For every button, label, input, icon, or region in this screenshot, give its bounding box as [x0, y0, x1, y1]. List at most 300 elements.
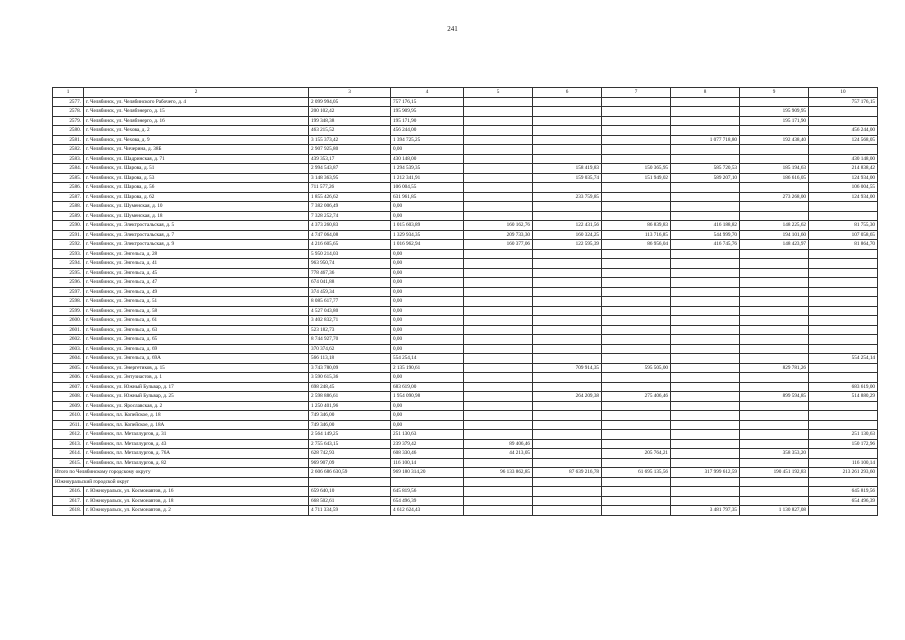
amount-cell	[809, 316, 878, 326]
address-cell: г. Челябинск, пл. Металлургов, д. 43	[84, 439, 309, 449]
amount-cell	[533, 335, 602, 345]
row-number: 2607.	[53, 382, 84, 392]
amount-cell	[809, 202, 878, 212]
amount-cell: 264 209,38	[533, 392, 602, 402]
row-number: 2601.	[53, 325, 84, 335]
amount-cell: 1 015 603,89	[391, 221, 464, 231]
amount-cell	[671, 316, 740, 326]
row-number: 2598.	[53, 297, 84, 307]
row-number: 2578.	[53, 107, 84, 117]
table-row	[53, 192, 878, 202]
amount-cell	[671, 145, 740, 155]
amount-cell	[602, 192, 671, 202]
amount-cell	[464, 135, 533, 145]
amount-cell: 275 406,46	[602, 392, 671, 402]
amount-cell: 0,00	[391, 401, 464, 411]
table-row	[53, 420, 878, 430]
amount-cell	[602, 506, 671, 516]
amount-cell	[602, 458, 671, 468]
amount-cell	[464, 287, 533, 297]
section-row	[53, 477, 878, 487]
amount-cell: 0,00	[391, 335, 464, 345]
amount-cell	[533, 344, 602, 354]
address-cell: г. Челябинск, ул. Энгельса, д. 61	[84, 316, 309, 326]
amount-cell: 160 162,76	[464, 221, 533, 231]
address-cell: г. Челябинск, ул. Челябинского Рабочего, д. 4	[84, 97, 309, 107]
amount-cell: 899 594,85	[740, 392, 809, 402]
amount-cell	[809, 211, 878, 221]
amount-cell: 4 373 260,83	[309, 221, 391, 231]
table-row	[53, 107, 878, 117]
amount-cell	[464, 306, 533, 316]
amount-cell: 969 907,09	[309, 458, 391, 468]
amount-cell	[809, 363, 878, 373]
total-amount: 96 133 862,85	[464, 468, 533, 478]
amount-cell	[809, 116, 878, 126]
total-amount: 2 606 686 630,59	[309, 468, 391, 478]
amount-cell	[671, 268, 740, 278]
address-cell: г. Челябинск, пл. Металлургов, д. 82	[84, 458, 309, 468]
table-row	[53, 211, 878, 221]
address-cell: г. Челябинск, ул. Электростальская, д. 9	[84, 240, 309, 250]
amount-cell: 2 135 190,61	[391, 363, 464, 373]
amount-cell	[740, 126, 809, 136]
address-cell: г. Челябинск, ул. Энгельса, д. 47	[84, 278, 309, 288]
address-cell: г. Челябинск, ул. Энгельса, д. 69	[84, 344, 309, 354]
amount-cell	[740, 202, 809, 212]
amount-cell: 430 148,00	[809, 154, 878, 164]
address-cell: г. Челябинск, ул. Челябэнерго, д. 16	[84, 116, 309, 126]
row-number: 2587.	[53, 192, 84, 202]
row-number: 2609.	[53, 401, 84, 411]
amount-cell: 7 382 006,49	[309, 202, 391, 212]
amount-cell	[533, 116, 602, 126]
amount-cell	[602, 135, 671, 145]
amount-cell	[464, 268, 533, 278]
amount-cell: 963 950,74	[309, 259, 391, 269]
amount-cell: 374 459,34	[309, 287, 391, 297]
column-header: 7	[602, 88, 671, 98]
amount-cell: 416 745,76	[671, 240, 740, 250]
total-amount: 87 639 216,78	[533, 468, 602, 478]
amount-cell: 0,00	[391, 211, 464, 221]
row-number: 2582.	[53, 145, 84, 155]
table-row	[53, 135, 878, 145]
amount-cell: 81 864,70	[809, 240, 878, 250]
amount-cell: 192 438,40	[740, 135, 809, 145]
amount-cell: 1 394 725,25	[391, 135, 464, 145]
amount-cell: 4 216 605,65	[309, 240, 391, 250]
amount-cell	[740, 183, 809, 193]
row-number: 2616.	[53, 487, 84, 497]
column-header: 3	[309, 88, 391, 98]
amount-cell	[533, 411, 602, 421]
total-label: Итого по Челябинскому городскому округу	[53, 468, 309, 478]
amount-cell	[671, 325, 740, 335]
amount-cell: 829 781,26	[740, 363, 809, 373]
amount-cell: 2 099 994,05	[309, 97, 391, 107]
amount-cell: 0,00	[391, 325, 464, 335]
amount-cell	[809, 249, 878, 259]
amount-cell	[671, 420, 740, 430]
amount-cell	[671, 430, 740, 440]
amount-cell: 1 130 827,08	[740, 506, 809, 516]
amount-cell	[602, 439, 671, 449]
amount-cell	[671, 202, 740, 212]
table-row	[53, 449, 878, 459]
amount-cell	[533, 325, 602, 335]
amount-cell	[602, 325, 671, 335]
amount-cell	[671, 126, 740, 136]
amount-cell: 683 619,00	[391, 382, 464, 392]
amount-cell: 1 855 426,62	[309, 192, 391, 202]
amount-cell: 185 194,63	[740, 164, 809, 174]
column-header: 6	[533, 88, 602, 98]
row-number: 2580.	[53, 126, 84, 136]
amount-cell: 4 711 334,59	[309, 506, 391, 516]
table-row	[53, 439, 878, 449]
amount-cell	[464, 420, 533, 430]
amount-cell	[671, 306, 740, 316]
row-number: 2606.	[53, 373, 84, 383]
amount-cell	[602, 420, 671, 430]
amount-cell: 195 171,90	[740, 116, 809, 126]
amount-cell	[464, 126, 533, 136]
amount-cell: 150 365,95	[602, 164, 671, 174]
amount-cell: 116 100,14	[809, 458, 878, 468]
amount-cell: 4 612 624,43	[391, 506, 464, 516]
amount-cell: 416 188,82	[671, 221, 740, 231]
total-amount: 969 180 314,20	[391, 468, 464, 478]
amount-cell	[740, 297, 809, 307]
amount-cell	[464, 249, 533, 259]
amount-cell: 200 102,42	[309, 107, 391, 117]
amount-cell	[809, 278, 878, 288]
amount-cell	[671, 354, 740, 364]
amount-cell: 3 743 780,09	[309, 363, 391, 373]
table-row	[53, 411, 878, 421]
amount-cell	[740, 487, 809, 497]
address-cell: г. Челябинск, пл. Копейское, д. 18А	[84, 420, 309, 430]
table-row	[53, 325, 878, 335]
amount-cell: 0,00	[391, 259, 464, 269]
amount-cell	[602, 373, 671, 383]
amount-cell	[809, 145, 878, 155]
amount-cell	[533, 107, 602, 117]
amount-cell: 698 248,45	[309, 382, 391, 392]
amount-cell: 4 747 064,08	[309, 230, 391, 240]
amount-cell: 0,00	[391, 344, 464, 354]
column-number-row	[53, 88, 878, 98]
table-row	[53, 164, 878, 174]
amount-cell: 659 640,10	[309, 487, 391, 497]
amount-cell: 463 215,52	[309, 126, 391, 136]
amount-cell	[809, 107, 878, 117]
amount-cell	[602, 97, 671, 107]
amount-cell	[464, 411, 533, 421]
column-header: 4	[391, 88, 464, 98]
row-number: 2579.	[53, 116, 84, 126]
amount-cell	[533, 278, 602, 288]
amount-cell: 3 590 615,36	[309, 373, 391, 383]
amount-cell	[740, 382, 809, 392]
amount-cell	[464, 392, 533, 402]
amount-cell: 205 764,21	[602, 449, 671, 459]
empty-cell	[602, 477, 671, 487]
amount-cell	[533, 401, 602, 411]
amount-cell: 251 130,63	[809, 430, 878, 440]
amount-cell: 0,00	[391, 306, 464, 316]
amount-cell: 122 431,56	[533, 221, 602, 231]
table-row	[53, 373, 878, 383]
amount-cell: 608 330,46	[391, 449, 464, 459]
amount-cell	[533, 202, 602, 212]
table-row	[53, 154, 878, 164]
row-number: 2614.	[53, 449, 84, 459]
amount-cell	[533, 496, 602, 506]
amount-cell: 160 324,25	[533, 230, 602, 240]
amount-cell	[464, 458, 533, 468]
amount-cell: 8 744 927,70	[309, 335, 391, 345]
amount-cell: 0,00	[391, 278, 464, 288]
amount-cell: 523 182,73	[309, 325, 391, 335]
amount-cell	[464, 278, 533, 288]
amount-cell	[602, 496, 671, 506]
amount-cell	[671, 183, 740, 193]
amount-cell: 2 564 149,25	[309, 430, 391, 440]
amount-cell: 566 113,18	[309, 354, 391, 364]
amount-cell	[671, 458, 740, 468]
amount-cell	[671, 249, 740, 259]
section-label: Южноуральский городской округ	[53, 477, 309, 487]
amount-cell: 148 423,97	[740, 240, 809, 250]
address-cell: г. Челябинск, ул. Энгельса, д. 49	[84, 287, 309, 297]
row-number: 2596.	[53, 278, 84, 288]
amount-cell: 645 819,56	[391, 487, 464, 497]
table-row	[53, 249, 878, 259]
amount-cell: 749 346,00	[309, 420, 391, 430]
amount-cell	[671, 297, 740, 307]
amount-cell	[809, 449, 878, 459]
total-amount: 61 695 135,56	[602, 468, 671, 478]
amount-cell	[740, 496, 809, 506]
table-row	[53, 487, 878, 497]
row-number: 2604.	[53, 354, 84, 364]
amount-cell	[671, 496, 740, 506]
amount-cell	[671, 287, 740, 297]
amount-cell: 3 155 373,42	[309, 135, 391, 145]
table-row	[53, 183, 878, 193]
table-row	[53, 458, 878, 468]
amount-cell	[671, 192, 740, 202]
amount-cell	[602, 202, 671, 212]
amount-cell	[602, 344, 671, 354]
row-number: 2595.	[53, 268, 84, 278]
amount-cell: 757 176,15	[809, 97, 878, 107]
amount-cell	[602, 487, 671, 497]
amount-cell	[533, 373, 602, 383]
table-row	[53, 382, 878, 392]
amount-cell: 2 598 886,61	[309, 392, 391, 402]
amount-cell: 1 077 718,80	[671, 135, 740, 145]
address-cell: г. Челябинск, ул. Энгельса, д. 65	[84, 335, 309, 345]
amount-cell: 251 130,63	[391, 430, 464, 440]
amount-cell	[671, 382, 740, 392]
amount-cell	[809, 287, 878, 297]
amount-cell: 195 171,90	[391, 116, 464, 126]
amount-cell	[464, 487, 533, 497]
table-row	[53, 306, 878, 316]
table-row	[53, 97, 878, 107]
amount-cell	[740, 411, 809, 421]
amount-cell: 124 568,05	[809, 135, 878, 145]
column-header: 1	[53, 88, 84, 98]
amount-cell: 544 999,70	[671, 230, 740, 240]
amount-cell: 209 733,30	[464, 230, 533, 240]
amount-cell: 0,00	[391, 202, 464, 212]
table-row	[53, 173, 878, 183]
row-number: 2591.	[53, 230, 84, 240]
amount-cell	[740, 249, 809, 259]
row-number: 2583.	[53, 154, 84, 164]
address-cell: г. Челябинск, ул. Шарова, д. 56	[84, 183, 309, 193]
amount-cell	[671, 392, 740, 402]
row-number: 2584.	[53, 164, 84, 174]
row-number: 2577.	[53, 97, 84, 107]
amount-cell	[602, 183, 671, 193]
amount-cell: 0,00	[391, 420, 464, 430]
amount-cell	[533, 154, 602, 164]
amount-cell	[671, 449, 740, 459]
amount-cell: 7 328 252,74	[309, 211, 391, 221]
amount-cell: 122 595,39	[533, 240, 602, 250]
amount-cell: 0,00	[391, 268, 464, 278]
amount-cell	[464, 316, 533, 326]
address-cell: г. Челябинск, ул. Челябэнерго, д. 15	[84, 107, 309, 117]
amount-cell	[740, 335, 809, 345]
amount-cell	[602, 107, 671, 117]
amount-cell: 514 880,29	[809, 392, 878, 402]
row-number: 2610.	[53, 411, 84, 421]
amount-cell: 0,00	[391, 316, 464, 326]
amount-cell	[809, 259, 878, 269]
row-number: 2600.	[53, 316, 84, 326]
row-number: 2585.	[53, 173, 84, 183]
amount-cell	[602, 154, 671, 164]
amount-cell	[464, 373, 533, 383]
row-number: 2618.	[53, 506, 84, 516]
amount-cell	[533, 439, 602, 449]
row-number: 2592.	[53, 240, 84, 250]
amount-cell	[464, 401, 533, 411]
amount-cell: 124 934,00	[809, 173, 878, 183]
amount-cell: 711 577,26	[309, 183, 391, 193]
amount-cell	[602, 306, 671, 316]
amount-cell: 1 250 401,96	[309, 401, 391, 411]
amount-cell	[533, 145, 602, 155]
amount-cell: 554 254,14	[391, 354, 464, 364]
amount-cell	[533, 287, 602, 297]
table-row	[53, 506, 878, 516]
amount-cell	[671, 107, 740, 117]
amount-cell: 148 225,62	[740, 221, 809, 231]
table-row	[53, 401, 878, 411]
table-row	[53, 344, 878, 354]
amount-cell	[809, 335, 878, 345]
amount-cell: 0,00	[391, 145, 464, 155]
amount-cell	[740, 420, 809, 430]
amount-cell: 654 496,39	[809, 496, 878, 506]
amount-cell	[809, 373, 878, 383]
amount-cell	[533, 126, 602, 136]
amount-cell: 554 254,14	[809, 354, 878, 364]
table-row	[53, 230, 878, 240]
amount-cell: 358 353,20	[740, 449, 809, 459]
table-row	[53, 259, 878, 269]
row-number: 2588.	[53, 202, 84, 212]
amount-cell	[809, 344, 878, 354]
address-cell: г. Челябинск, ул. Чичерина, д. 38Б	[84, 145, 309, 155]
amount-cell	[533, 506, 602, 516]
total-row	[53, 468, 878, 478]
row-number: 2603.	[53, 344, 84, 354]
amount-cell	[602, 116, 671, 126]
column-header: 9	[740, 88, 809, 98]
amount-cell	[671, 411, 740, 421]
amount-cell	[671, 439, 740, 449]
amount-cell: 0,00	[391, 373, 464, 383]
table-body	[53, 97, 878, 515]
amount-cell	[533, 297, 602, 307]
amount-cell: 778 467,36	[309, 268, 391, 278]
amount-cell	[464, 183, 533, 193]
amount-cell: 1 212 341,91	[391, 173, 464, 183]
amount-cell	[740, 325, 809, 335]
table-row	[53, 278, 878, 288]
amount-cell: 683 619,00	[809, 382, 878, 392]
amount-cell: 214 838,42	[809, 164, 878, 174]
amount-cell	[602, 287, 671, 297]
amount-cell	[809, 420, 878, 430]
address-cell: г. Южноуральск, ул. Космонавтов, д. 18	[84, 496, 309, 506]
row-number: 2581.	[53, 135, 84, 145]
amount-cell: 199 348,38	[309, 116, 391, 126]
row-number: 2599.	[53, 306, 84, 316]
page-number: 241	[447, 25, 458, 33]
amount-cell	[533, 458, 602, 468]
address-cell: г. Челябинск, ул. Шуменская, д. 10	[84, 202, 309, 212]
empty-cell	[809, 477, 878, 487]
total-amount: 190 451 192,83	[740, 468, 809, 478]
address-cell: г. Челябинск, ул. Шарова, д. 62	[84, 192, 309, 202]
amount-cell: 709 914,35	[533, 363, 602, 373]
amount-cell	[740, 145, 809, 155]
amount-cell	[740, 344, 809, 354]
table-row	[53, 145, 878, 155]
amount-cell: 89 406,46	[464, 439, 533, 449]
table-row	[53, 316, 878, 326]
address-cell: г. Челябинск, ул. Электростальская, д. 7	[84, 230, 309, 240]
amount-cell: 81 755,30	[809, 221, 878, 231]
amount-cell	[671, 335, 740, 345]
amount-cell: 3 481 797,35	[671, 506, 740, 516]
amount-cell	[464, 154, 533, 164]
amount-cell: 4 527 043,80	[309, 306, 391, 316]
amount-cell	[671, 116, 740, 126]
address-cell: г. Челябинск, ул. Энгельса, д. 45	[84, 268, 309, 278]
amount-cell	[809, 506, 878, 516]
amount-cell	[464, 363, 533, 373]
